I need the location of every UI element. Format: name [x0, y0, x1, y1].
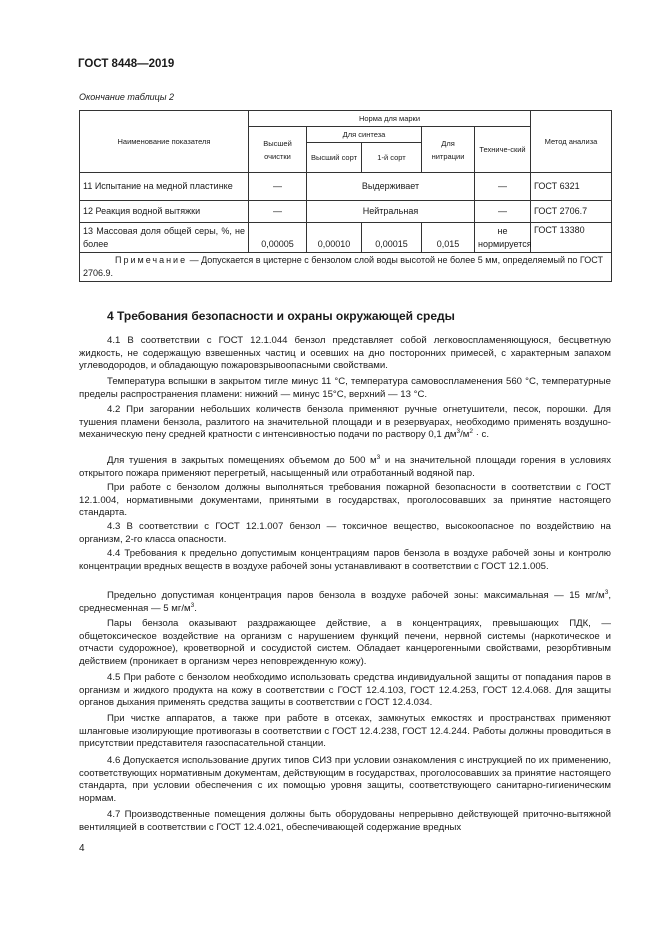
indicator-cell: 12 Реакция водной вытяжки — [80, 201, 249, 223]
method-cell: ГОСТ 2706.7 — [531, 201, 612, 223]
note-label: Примечание — [115, 255, 188, 265]
paragraph: 4.2 При загорании небольших количеств бензола применяют ручные огнетушители, песок, порошки. Для тушения пламени бензола, разлитого на значительной площади и в резервуарах, необходимо применять воздушно-механическую пену средней кратности с интенсивностью подачи по раствору 0,1 $дм^3/м^2 \cdot с$. — [79, 404, 611, 441]
method-cell: ГОСТ 13380 — [531, 223, 612, 253]
paragraph: 4.4 Требования к предельно допустимым концентрациям паров бензола в воздухе рабочей зоны и контролю концентрации вредных веществ в воздухе рабочей зоны устанавливают в соответствии с ГОСТ 12.1.005. — [79, 548, 611, 572]
col-header-norm-group: Норма для марки — [249, 111, 531, 127]
col-header-first-grade: 1-й сорт — [362, 143, 422, 173]
technical-cell: не нормируется — [475, 223, 531, 253]
table-row — [80, 223, 612, 253]
col-header-technical: Техниче-ский — [475, 127, 531, 173]
method-cell: ГОСТ 6321 — [531, 173, 612, 201]
paragraph: 4.1 В соответствии с ГОСТ 12.1.044 бензол представляет собой легковоспламеняющуюся, бесцветную жидкость, не содержащую взвешенных частиц и осевших на дно посторонних примесей, с характерным запахом углеводородов, и обладающую пожаровзрывоопасными свойствами. — [79, 335, 611, 372]
note-text: — Допускается в цистерне с бензолом слой воды высотой не более 5 мм, определяемый по ГОСТ 2706.9. — [83, 255, 603, 278]
table-row — [80, 173, 612, 201]
indicator-cell: 11 Испытание на медной пластинке — [80, 173, 249, 201]
page-number: 4 — [79, 843, 85, 854]
paragraph: При работе с бензолом должны выполняться требования пожарной безопасности в соответствии с ГОСТ 12.1.004, нормативными документами, принятыми в государствах, проголосовавших за принятие настоящего стандарта. — [79, 482, 611, 519]
col-header-for-synthesis: Для синтеза — [307, 127, 422, 143]
norms-table — [79, 110, 612, 282]
paragraph: Предельно допустимая концентрация паров бензола в воздухе рабочей зоны: максимальная — 15 $мг/м^3$, среднесменная — 5 $мг/м^3$. — [79, 588, 611, 614]
paragraph: Пары бензола оказывают раздражающее действие, а в концентрациях, превышающих ПДК, — общетоксическое воздействие на организм с нарушением функций печени, нервной системы (наркотическое и отчасти судорожное), кроветворной и сосудистой систем. Обладает канцерогенными свойствами, резорбтивным действием (проникает в организм через неповрежденную кожу). — [79, 618, 611, 667]
for-nitration-cell: 0,015 — [422, 223, 475, 253]
indicator-cell: 13 Массовая доля общей серы, %, не более — [80, 223, 249, 253]
paragraph: 4.7 Производственные помещения должны быть оборудованы непрерывно действующей приточно-вытяжной вентиляцией в соответствии с ГОСТ 12.4.021, обеспечивающей содержание вредных — [79, 809, 611, 833]
paragraph: При чистке аппаратов, а также при работе в отсеках, замкнутых емкостях и пространствах применяют шланговые изолирующие противогазы в соответствии с ГОСТ 12.4.238, ГОСТ 12.4.244. Работы должны проводиться в присутствии представителя газоспасательной станции. — [79, 713, 611, 750]
standard-header: ГОСТ 8448—2019 — [78, 58, 175, 70]
table-note — [80, 253, 612, 282]
highest-purity-cell: 0,00005 — [249, 223, 307, 253]
first-grade-cell: 0,00015 — [362, 223, 422, 253]
paragraph: 4.6 Допускается использование других типов СИЗ при условии ознакомления с инструкцией по их применению, соответствующих нормативным документам, действующим в государствах, проголосовавших за принятие настоящего стандарта, при условии обеспечения с их помощью уровня защиты, соответствующего санитарно-гигиеническим нормам. — [79, 755, 611, 804]
highest-grade-cell: 0,00010 — [307, 223, 362, 253]
technical-cell: — — [475, 173, 531, 201]
paragraph: 4.3 В соответствии с ГОСТ 12.1.007 бензол — токсичное вещество, высокоопасное по воздействию на организм, 2-го класса опасности. — [79, 521, 611, 545]
table-caption: Окончание таблицы 2 — [79, 92, 174, 102]
table-row — [80, 201, 612, 223]
paragraph: 4.5 При работе с бензолом необходимо использовать средства индивидуальной защиты от попадания паров в организм и жидкого продукта на кожу в соответствии с ГОСТ 12.4.103, ГОСТ 12.4.253, ГОСТ 12.4.068. Для защиты органов дыхания применять средства защиты в соответствии с ГОСТ 12.4.034. — [79, 672, 611, 709]
table-header-row — [80, 111, 612, 127]
section-title: 4 Требования безопасности и охраны окружающей среды — [107, 309, 455, 323]
table-note-row — [80, 253, 612, 282]
highest-purity-cell: — — [249, 173, 307, 201]
merged-norm-cell: Выдерживает — [307, 173, 475, 201]
paragraph: Температура вспышки в закрытом тигле минус 11 °С, температура самовоспламенения 560 °С, температурные пределы распространения пламени: нижний — минус 15°С, верхний — 13 °С. — [79, 376, 611, 400]
paragraph: Для тушения в закрытых помещениях объемом до 500 $м^3$ и на значительной площади горения в условиях открытого пожара применяют перегретый, насыщенный или отработанный водяной пар. — [79, 453, 611, 479]
col-header-highest-purity: Высшей очистки — [249, 127, 307, 173]
col-header-highest-grade: Высший сорт — [307, 143, 362, 173]
merged-norm-cell: Нейтральная — [307, 201, 475, 223]
col-header-indicator: Наименование показателя — [80, 111, 249, 173]
col-header-for-nitration: Для нитрации — [422, 127, 475, 173]
col-header-method: Метод анализа — [531, 111, 612, 173]
highest-purity-cell: — — [249, 201, 307, 223]
technical-cell: — — [475, 201, 531, 223]
